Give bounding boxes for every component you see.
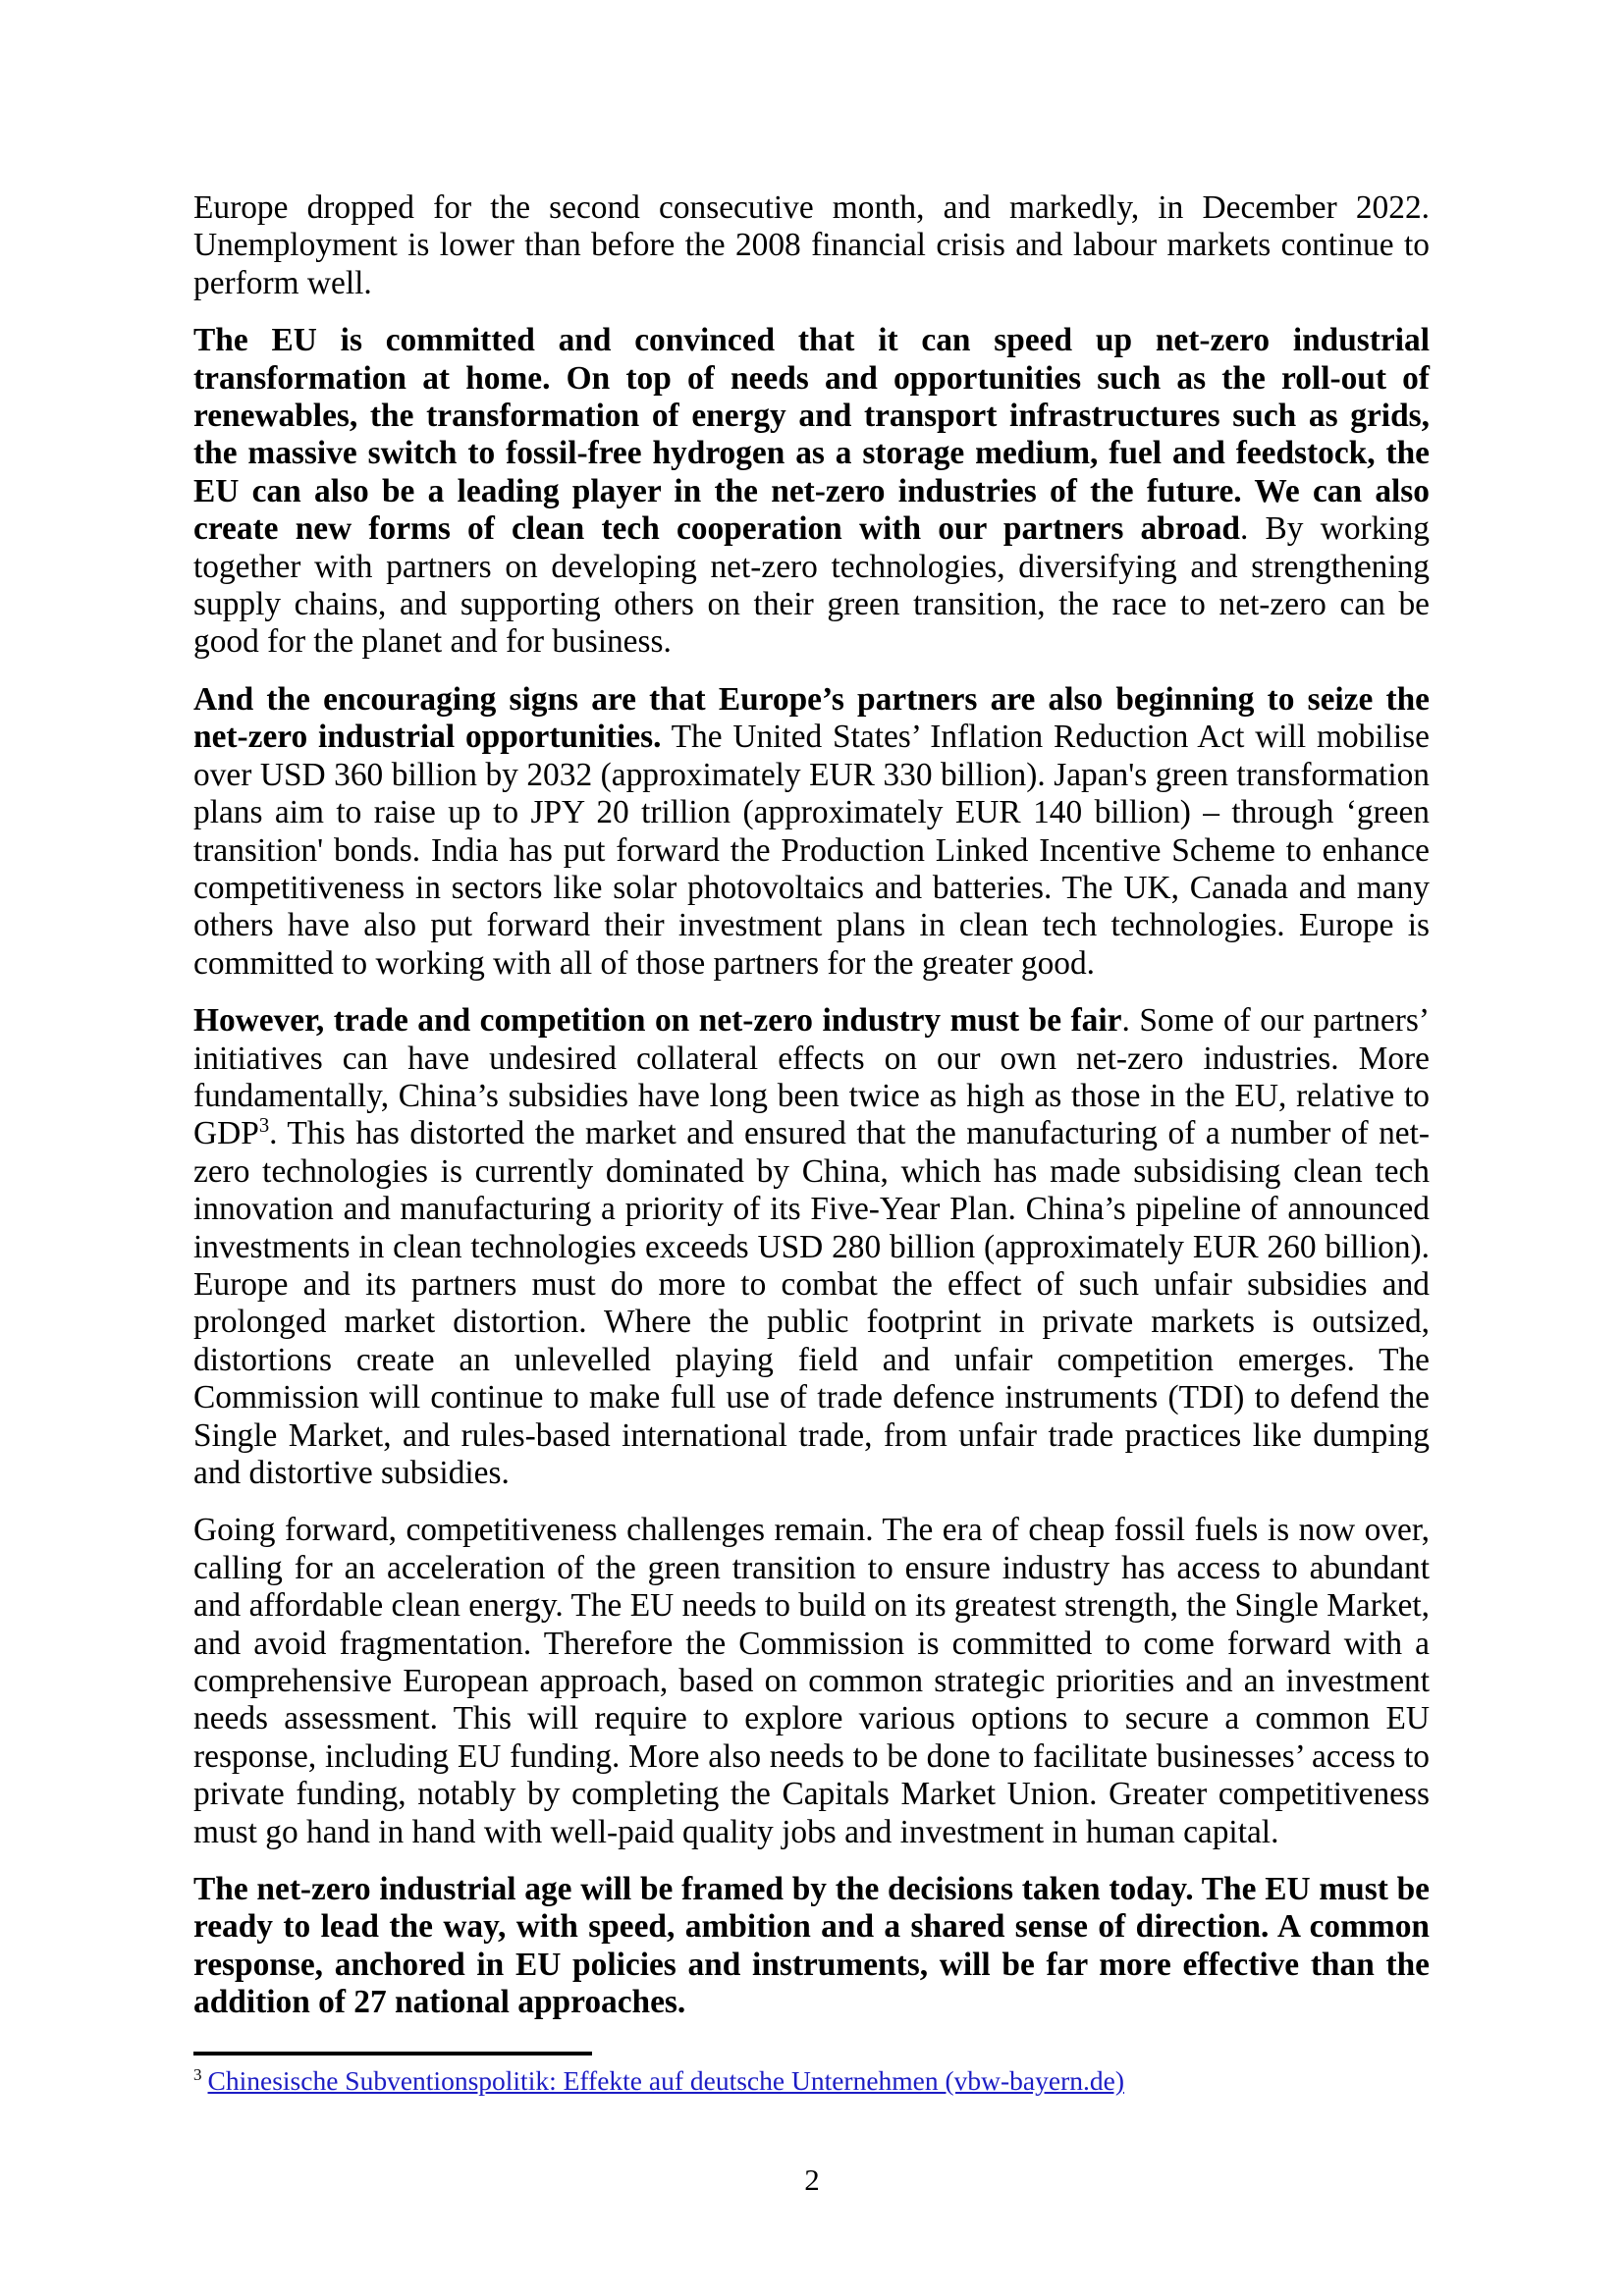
bold-text-run: However, trade and competition on net-zero industry must be fair — [193, 1002, 1122, 1040]
footnote-ref-marker: 3 — [258, 1115, 270, 1138]
para-2 — [193, 322, 1430, 662]
bold-text-run: And the encouraging signs are that Europe’s partners are also beginning to seize the net-zero industrial opportunities. — [193, 680, 1430, 756]
footnote-separator — [193, 2052, 592, 2056]
para-4 — [193, 1002, 1430, 1492]
page-number: 2 — [804, 2163, 820, 2197]
bold-text-run: The EU is committed and convinced that it can speed up net-zero industrial transformation at home. On top of needs and opportunities such as the roll-out of renewables, the transformation of energy and transport infrastructures such as grids, the massive switch to fossil-free hydrogen as a storage medium, fuel and feedstock, the EU can also be a leading player in the net-zero industries of the future. We can also create new forms of clean tech cooperation with our partners abroad — [193, 322, 1430, 548]
text-run: The United States’ Inflation Reduction Act will mobilise over USD 360 billion by 2032 (approximately EUR 330 billion). Japan's green transformation plans aim to raise up to JPY 20 trillion (approximately EUR 140 billion) – through ‘green transition' bonds. India has put forward the Production Linked Incentive Scheme to enhance competitiveness in sectors like solar photovoltaics and batteries. The UK, Canada and many others have also put forward their investment plans in clean tech technologies. Europe is committed to working with all of those partners for the greater good. — [193, 719, 1430, 982]
text-run: . By working together with partners on developing net-zero technologies, diversifying and strengthening supply chains, and supporting others on their green transition, the race to net-zero can be good for the planet and for business. — [193, 510, 1430, 661]
footnote — [193, 2065, 1430, 2097]
footnote-link[interactable]: Chinesische Subventionspolitik: Effekte auf deutsche Unternehmen (vbw-bayern.de) — [207, 2065, 1124, 2096]
footnote-area — [193, 2052, 1430, 2097]
bold-text-run: The net-zero industrial age will be framed by the decisions taken today. The EU must be ready to lead the way, with speed, ambition and a shared sense of direction. A common response, anchored in EU policies and instruments, will be far more effective than the addition of 27 national approaches. — [193, 1871, 1430, 2021]
para-6 — [193, 1871, 1430, 2022]
text-run: Going forward, competitiveness challenges remain. The era of cheap fossil fuels is now over, calling for an acceleration of the green transition to ensure industry has access to abundant and affordable clean energy. The EU needs to build on its greatest strength, the Single Market, and avoid fragmentation. Therefore the Commission is committed to come forward with a comprehensive European approach, based on common strategic priorities and an investment needs assessment. This will require to explore various options to secure a common EU response, including EU funding. More also needs to be done to facilitate businesses’ access to private funding, notably by completing the Capitals Market Union. Greater competitiveness must go hand in hand with well-paid quality jobs and investment in human capital. — [193, 1512, 1430, 1850]
para-1 — [193, 189, 1430, 302]
footnote-marker: 3 — [193, 2064, 202, 2084]
para-5 — [193, 1512, 1430, 1851]
text-run: Europe dropped for the second consecutive month, and markedly, in December 2022. Unemployment is lower than before the 2008 financial crisis and labour markets continue to perform well. — [193, 189, 1430, 301]
document-body — [193, 189, 1430, 2042]
text-run: . Some of our partners’ initiatives can have undesired collateral effects on our own net-zero industries. More fundamentally, China’s subsidies have long been twice as high as those in the EU, relative to GDP — [193, 1002, 1430, 1152]
text-run: . This has distorted the market and ensured that the manufacturing of a number of net-zero technologies is currently dominated by China, which has made subsidising clean tech innovation and manufacturing a priority of its Five-Year Plan. China’s pipeline of announced investments in clean technologies exceeds USD 280 billion (approximately EUR 260 billion). Europe and its partners must do more to combat the effect of such unfair subsidies and prolonged market distortion. Where the public footprint in private markets is outsized, distortions create an unlevelled playing field and unfair competition emerges. The Commission will continue to make full use of trade defence instruments (TDI) to defend the Single Market, and rules-based international trade, from unfair trade practices like dumping and distortive subsidies. — [193, 1115, 1430, 1491]
para-3 — [193, 681, 1430, 983]
